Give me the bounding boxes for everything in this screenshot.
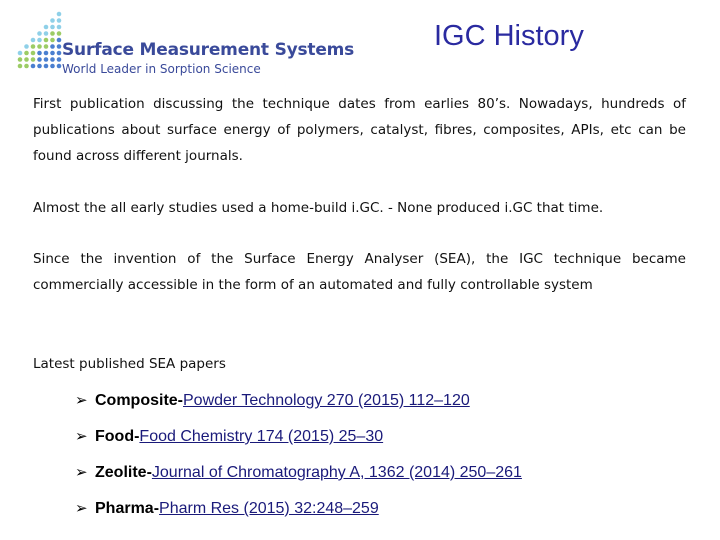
paper-category: Pharma (95, 500, 154, 517)
dot-grid-logo-icon (14, 10, 64, 74)
logo-dot (24, 64, 29, 69)
logo-dot (50, 51, 55, 56)
arrow-bullet-icon: ➢ (75, 428, 88, 445)
logo-dot (57, 51, 62, 56)
brand-tagline: World Leader in Sorption Science (62, 62, 261, 76)
list-item (75, 455, 522, 491)
logo-dot (44, 44, 49, 49)
logo-dot (57, 31, 62, 36)
logo-dot (50, 31, 55, 36)
paragraph-early-studies: Almost the all early studies used a home-build i.GC. - None produced i.GC that time. (33, 200, 604, 216)
list-item (75, 383, 522, 419)
paragraph-sea-invention: Since the invention of the Surface Energy Analyser (SEA), the IGC technique became commercially accessible in the form of an automated and fully controllable system (33, 251, 686, 293)
paper-separator: - (134, 428, 140, 445)
logo-dot (37, 51, 42, 56)
logo-dot (50, 38, 55, 43)
paper-reference-link[interactable]: Journal of Chromatography A, 1362 (2014) 250–261 (151, 464, 522, 481)
papers-heading: Latest published SEA papers (33, 356, 226, 372)
logo-dot (44, 57, 49, 62)
list-item (75, 491, 522, 527)
logo-dot (57, 12, 62, 17)
logo-dot (37, 64, 42, 69)
logo-dot (57, 18, 62, 23)
paper-separator: - (146, 464, 152, 481)
paragraph-publications: First publication discussing the technique dates from earlies 80’s. Nowadays, hundreds of publications about surface energy of polymers, catalyst, fibres, composites, APIs, etc can be found across different journals. (33, 96, 686, 164)
logo-dot (18, 51, 23, 56)
logo-dot (31, 38, 36, 43)
paper-reference-link[interactable]: Food Chemistry 174 (2015) 25–30 (139, 428, 384, 445)
logo-dot (44, 51, 49, 56)
logo-dot (24, 57, 29, 62)
logo-dot (57, 64, 62, 69)
company-logo (14, 10, 355, 76)
paper-category: Food (95, 428, 135, 445)
logo-dot (37, 31, 42, 36)
logo-dot (31, 57, 36, 62)
paper-category: Zeolite (95, 464, 147, 481)
logo-dot (50, 25, 55, 30)
paper-category: Composite (95, 392, 178, 409)
logo-dot (37, 44, 42, 49)
page-title: IGC History (434, 20, 584, 52)
arrow-bullet-icon: ➢ (75, 392, 88, 409)
arrow-bullet-icon: ➢ (75, 464, 88, 481)
logo-dot (57, 57, 62, 62)
logo-dot (31, 44, 36, 49)
logo-dot (18, 57, 23, 62)
logo-dot (18, 64, 23, 69)
list-item (75, 419, 522, 455)
logo-dot (50, 57, 55, 62)
paper-reference-link[interactable]: Powder Technology 270 (2015) 112–120 (183, 392, 470, 409)
logo-dot (50, 64, 55, 69)
logo-dot (24, 44, 29, 49)
logo-dot (44, 25, 49, 30)
arrow-bullet-icon: ➢ (75, 500, 88, 517)
logo-dot (44, 38, 49, 43)
logo-dot (37, 38, 42, 43)
logo-dot (50, 18, 55, 23)
paper-separator: - (153, 500, 160, 517)
brand-name: Surface Measurement Systems (62, 40, 355, 60)
logo-dot (44, 31, 49, 36)
logo-dot (57, 38, 62, 43)
logo-dot (44, 64, 49, 69)
logo-dot (31, 64, 36, 69)
logo-dot (31, 51, 36, 56)
paper-reference-link[interactable]: Pharm Res (2015) 32:248–259 (159, 500, 379, 517)
paper-separator: - (177, 392, 183, 409)
logo-dot (57, 44, 62, 49)
logo-dot (57, 25, 62, 30)
logo-dot (50, 44, 55, 49)
papers-list (75, 383, 522, 527)
logo-dot (24, 51, 29, 56)
logo-dot (37, 57, 42, 62)
